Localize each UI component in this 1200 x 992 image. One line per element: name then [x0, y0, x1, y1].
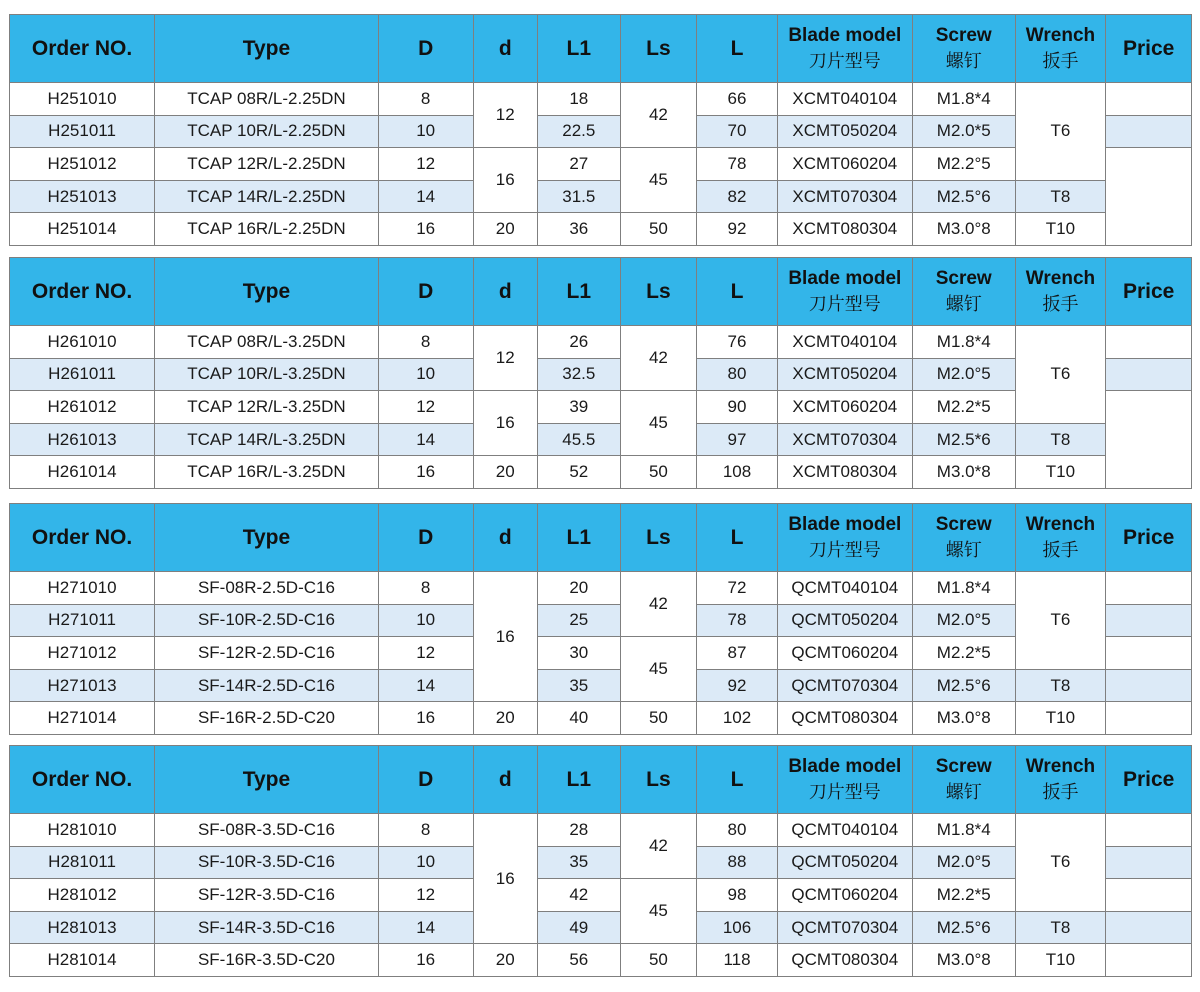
type-cell: TCAP 16R/L-3.25DN [155, 456, 379, 489]
l-cell: 78 [697, 604, 778, 637]
blade-model-cell: XCMT080304 [777, 213, 912, 246]
d-outer-cell: 8 [378, 814, 473, 847]
blade-model-cell: XCMT070304 [777, 423, 912, 456]
blade-model-cell: QCMT070304 [777, 669, 912, 702]
l-cell: 102 [697, 702, 778, 735]
blade-model-header-label-cn: 刀片型号 [808, 293, 881, 315]
price-cell [1106, 814, 1192, 847]
screw-cell: M2.0*5 [912, 115, 1015, 148]
screw-header [912, 15, 1015, 83]
price-cell [1106, 669, 1192, 702]
d-shank-cell: 20 [473, 944, 537, 977]
d-shank-cell: 20 [473, 213, 537, 246]
d-outer-cell: 10 [378, 115, 473, 148]
screw-cell: M3.0°8 [912, 702, 1015, 735]
type-cell: TCAP 14R/L-3.25DN [155, 423, 379, 456]
ls-cell: 42 [620, 814, 697, 879]
l1-cell: 32.5 [538, 358, 621, 391]
screw-cell: M2.5°6 [912, 669, 1015, 702]
blade-model-header-label-cn: 刀片型号 [808, 539, 881, 561]
d-outer-cell: 16 [378, 456, 473, 489]
order-no-cell: H281010 [10, 814, 155, 847]
table-row [10, 572, 1192, 605]
d-outer-cell: 10 [378, 604, 473, 637]
ls-cell: 50 [620, 702, 697, 735]
d-shank-header: d [473, 15, 537, 83]
l1-cell: 40 [538, 702, 621, 735]
screw-cell: M3.0°8 [912, 213, 1015, 246]
order-no-cell: H261010 [10, 326, 155, 359]
ls-cell: 42 [620, 572, 697, 637]
l1-cell: 49 [538, 911, 621, 944]
wrench-header [1015, 258, 1106, 326]
screw-header-label-cn: 螺钉 [945, 781, 982, 803]
type-cell: SF-08R-2.5D-C16 [155, 572, 379, 605]
blade-model-header [777, 746, 912, 814]
order-no-cell: H261012 [10, 391, 155, 424]
wrench-cell: T10 [1015, 213, 1106, 246]
ls-header: Ls [620, 258, 697, 326]
ls-header: Ls [620, 504, 697, 572]
d-outer-cell: 8 [378, 83, 473, 116]
screw-header [912, 258, 1015, 326]
type-header: Type [155, 504, 379, 572]
d-outer-header: D [378, 15, 473, 83]
d-outer-cell: 16 [378, 944, 473, 977]
d-shank-cell: 16 [473, 814, 537, 944]
wrench-header-label: Wrench [1025, 267, 1096, 289]
l-cell: 82 [697, 180, 778, 213]
type-cell: SF-12R-3.5D-C16 [155, 879, 379, 912]
blade-model-cell: QCMT060204 [777, 879, 912, 912]
order-no-header: Order NO. [10, 504, 155, 572]
type-cell: TCAP 12R/L-3.25DN [155, 391, 379, 424]
blade-model-header-label-cn: 刀片型号 [808, 781, 881, 803]
type-cell: TCAP 08R/L-3.25DN [155, 326, 379, 359]
type-cell: TCAP 08R/L-2.25DN [155, 83, 379, 116]
l-cell: 80 [697, 814, 778, 847]
price-cell [1106, 846, 1192, 879]
screw-cell: M2.2*5 [912, 879, 1015, 912]
l-cell: 76 [697, 326, 778, 359]
wrench-header-label-cn: 扳手 [1042, 539, 1079, 561]
wrench-header [1015, 15, 1106, 83]
screw-cell: M2.0°5 [912, 604, 1015, 637]
l-header: L [697, 258, 778, 326]
d-outer-cell: 12 [378, 637, 473, 670]
order-no-cell: H271012 [10, 637, 155, 670]
screw-cell: M2.5°6 [912, 180, 1015, 213]
price-cell [1106, 148, 1192, 246]
screw-cell: M2.5°6 [912, 911, 1015, 944]
type-header: Type [155, 746, 379, 814]
l-header: L [697, 746, 778, 814]
d-outer-cell: 14 [378, 669, 473, 702]
type-cell: SF-08R-3.5D-C16 [155, 814, 379, 847]
ls-cell: 45 [620, 879, 697, 944]
blade-model-cell: QCMT040104 [777, 572, 912, 605]
d-shank-cell: 12 [473, 326, 537, 391]
l1-cell: 52 [538, 456, 621, 489]
l-cell: 90 [697, 391, 778, 424]
blade-model-header-label: Blade model [788, 513, 902, 535]
price-cell [1106, 944, 1192, 977]
table-row [10, 148, 1192, 181]
header-row [10, 258, 1192, 326]
ls-cell: 45 [620, 148, 697, 213]
order-no-cell: H251010 [10, 83, 155, 116]
screw-cell: M2.2*5 [912, 391, 1015, 424]
d-shank-cell: 16 [473, 572, 537, 702]
table-row [10, 944, 1192, 977]
l-cell: 88 [697, 846, 778, 879]
l1-cell: 36 [538, 213, 621, 246]
table-row [10, 879, 1192, 912]
l1-cell: 30 [538, 637, 621, 670]
table-row [10, 456, 1192, 489]
d-outer-cell: 12 [378, 879, 473, 912]
order-no-cell: H251013 [10, 180, 155, 213]
wrench-cell: T8 [1015, 911, 1106, 944]
ls-cell: 50 [620, 456, 697, 489]
spec-table [9, 745, 1192, 977]
type-cell: TCAP 12R/L-2.25DN [155, 148, 379, 181]
wrench-header-label: Wrench [1025, 755, 1096, 777]
blade-model-header-label: Blade model [788, 24, 902, 46]
l1-header: L1 [538, 258, 621, 326]
screw-cell: M3.0*8 [912, 456, 1015, 489]
blade-model-cell: QCMT060204 [777, 637, 912, 670]
ls-cell: 50 [620, 213, 697, 246]
screw-cell: M2.2*5 [912, 637, 1015, 670]
order-no-cell: H271014 [10, 702, 155, 735]
l-cell: 66 [697, 83, 778, 116]
price-header: Price [1106, 258, 1192, 326]
order-no-cell: H251014 [10, 213, 155, 246]
d-outer-header: D [378, 504, 473, 572]
wrench-cell: T6 [1015, 572, 1106, 670]
screw-cell: M2.0°5 [912, 358, 1015, 391]
screw-cell: M2.2°5 [912, 148, 1015, 181]
d-shank-cell: 16 [473, 391, 537, 456]
l-cell: 80 [697, 358, 778, 391]
order-no-cell: H271013 [10, 669, 155, 702]
l-cell: 72 [697, 572, 778, 605]
blade-model-cell: QCMT050204 [777, 604, 912, 637]
wrench-header [1015, 504, 1106, 572]
l-header: L [697, 15, 778, 83]
blade-model-cell: XCMT040104 [777, 83, 912, 116]
d-shank-cell: 20 [473, 456, 537, 489]
d-outer-cell: 10 [378, 358, 473, 391]
ls-cell: 42 [620, 83, 697, 148]
type-header: Type [155, 258, 379, 326]
price-cell [1106, 326, 1192, 359]
order-no-cell: H281014 [10, 944, 155, 977]
screw-cell: M2.0°5 [912, 846, 1015, 879]
screw-header-label-cn: 螺钉 [945, 539, 982, 561]
ls-cell: 45 [620, 637, 697, 702]
table-row [10, 180, 1192, 213]
l-cell: 78 [697, 148, 778, 181]
order-no-header: Order NO. [10, 258, 155, 326]
wrench-cell: T8 [1015, 423, 1106, 456]
ls-cell: 42 [620, 326, 697, 391]
table-row [10, 846, 1192, 879]
order-no-cell: H281011 [10, 846, 155, 879]
wrench-cell: T10 [1015, 702, 1106, 735]
blade-model-cell: XCMT060204 [777, 148, 912, 181]
price-cell [1106, 604, 1192, 637]
blade-model-cell: XCMT040104 [777, 326, 912, 359]
type-cell: TCAP 10R/L-2.25DN [155, 115, 379, 148]
screw-header [912, 746, 1015, 814]
blade-model-cell: QCMT080304 [777, 702, 912, 735]
l-cell: 108 [697, 456, 778, 489]
l1-cell: 25 [538, 604, 621, 637]
d-outer-cell: 14 [378, 423, 473, 456]
table-row [10, 115, 1192, 148]
d-outer-cell: 14 [378, 180, 473, 213]
type-cell: TCAP 14R/L-2.25DN [155, 180, 379, 213]
table-row [10, 358, 1192, 391]
blade-model-cell: QCMT070304 [777, 911, 912, 944]
type-cell: SF-16R-3.5D-C20 [155, 944, 379, 977]
table-row [10, 669, 1192, 702]
screw-cell: M1.8*4 [912, 814, 1015, 847]
table-row [10, 637, 1192, 670]
table-row [10, 326, 1192, 359]
l1-cell: 26 [538, 326, 621, 359]
l1-cell: 18 [538, 83, 621, 116]
d-outer-cell: 12 [378, 148, 473, 181]
l-cell: 118 [697, 944, 778, 977]
order-no-cell: H261011 [10, 358, 155, 391]
l1-cell: 35 [538, 669, 621, 702]
screw-header-label: Screw [935, 267, 992, 289]
order-no-header: Order NO. [10, 15, 155, 83]
l1-cell: 35 [538, 846, 621, 879]
l1-cell: 22.5 [538, 115, 621, 148]
screw-header-label: Screw [935, 755, 992, 777]
l1-cell: 56 [538, 944, 621, 977]
header-row [10, 746, 1192, 814]
table-row [10, 702, 1192, 735]
type-cell: SF-10R-2.5D-C16 [155, 604, 379, 637]
table-row [10, 604, 1192, 637]
order-no-cell: H281012 [10, 879, 155, 912]
type-cell: TCAP 10R/L-3.25DN [155, 358, 379, 391]
order-no-cell: H271011 [10, 604, 155, 637]
wrench-cell: T8 [1015, 180, 1106, 213]
type-header: Type [155, 15, 379, 83]
price-header: Price [1106, 504, 1192, 572]
blade-model-cell: QCMT050204 [777, 846, 912, 879]
order-no-cell: H251011 [10, 115, 155, 148]
wrench-cell: T10 [1015, 944, 1106, 977]
table-row [10, 814, 1192, 847]
l1-cell: 27 [538, 148, 621, 181]
d-shank-header: d [473, 746, 537, 814]
l-cell: 87 [697, 637, 778, 670]
wrench-header-label-cn: 扳手 [1042, 50, 1079, 72]
type-cell: SF-12R-2.5D-C16 [155, 637, 379, 670]
screw-header-label: Screw [935, 513, 992, 535]
table-row [10, 213, 1192, 246]
screw-cell: M1.8*4 [912, 572, 1015, 605]
l1-header: L1 [538, 746, 621, 814]
screw-header-label-cn: 螺钉 [945, 50, 982, 72]
price-cell [1106, 702, 1192, 735]
l1-cell: 31.5 [538, 180, 621, 213]
blade-model-header [777, 504, 912, 572]
order-no-cell: H261013 [10, 423, 155, 456]
screw-cell: M2.5*6 [912, 423, 1015, 456]
blade-model-header-label: Blade model [788, 755, 902, 777]
d-outer-cell: 16 [378, 702, 473, 735]
blade-model-cell: QCMT040104 [777, 814, 912, 847]
wrench-cell: T6 [1015, 814, 1106, 912]
wrench-header-label: Wrench [1025, 513, 1096, 535]
wrench-cell: T10 [1015, 456, 1106, 489]
d-outer-cell: 8 [378, 326, 473, 359]
l-cell: 97 [697, 423, 778, 456]
price-cell [1106, 911, 1192, 944]
l1-cell: 39 [538, 391, 621, 424]
spec-table [9, 503, 1192, 735]
l-cell: 98 [697, 879, 778, 912]
blade-model-header [777, 15, 912, 83]
d-outer-cell: 10 [378, 846, 473, 879]
l1-cell: 45.5 [538, 423, 621, 456]
header-row [10, 15, 1192, 83]
blade-model-cell: XCMT060204 [777, 391, 912, 424]
l-header: L [697, 504, 778, 572]
price-cell [1106, 391, 1192, 489]
l1-cell: 42 [538, 879, 621, 912]
price-cell [1106, 637, 1192, 670]
ls-header: Ls [620, 746, 697, 814]
d-outer-cell: 12 [378, 391, 473, 424]
blade-model-cell: XCMT050204 [777, 115, 912, 148]
screw-cell: M1.8*4 [912, 326, 1015, 359]
l-cell: 92 [697, 669, 778, 702]
screw-cell: M3.0°8 [912, 944, 1015, 977]
order-no-cell: H271010 [10, 572, 155, 605]
blade-model-header-label: Blade model [788, 267, 902, 289]
blade-model-cell: XCMT070304 [777, 180, 912, 213]
price-cell [1106, 879, 1192, 912]
type-cell: SF-10R-3.5D-C16 [155, 846, 379, 879]
price-header: Price [1106, 15, 1192, 83]
l1-cell: 20 [538, 572, 621, 605]
d-outer-header: D [378, 258, 473, 326]
l1-header: L1 [538, 15, 621, 83]
table-row [10, 391, 1192, 424]
d-shank-header: d [473, 504, 537, 572]
d-shank-cell: 12 [473, 83, 537, 148]
l-cell: 106 [697, 911, 778, 944]
order-no-header: Order NO. [10, 746, 155, 814]
d-outer-cell: 14 [378, 911, 473, 944]
ls-header: Ls [620, 15, 697, 83]
d-outer-cell: 8 [378, 572, 473, 605]
wrench-cell: T8 [1015, 669, 1106, 702]
screw-cell: M1.8*4 [912, 83, 1015, 116]
l-cell: 92 [697, 213, 778, 246]
header-row [10, 504, 1192, 572]
order-no-cell: H251012 [10, 148, 155, 181]
type-cell: SF-14R-2.5D-C16 [155, 669, 379, 702]
type-cell: SF-16R-2.5D-C20 [155, 702, 379, 735]
price-cell [1106, 115, 1192, 148]
wrench-cell: T6 [1015, 83, 1106, 181]
blade-model-cell: QCMT080304 [777, 944, 912, 977]
screw-header-label: Screw [935, 24, 992, 46]
blade-model-header-label-cn: 刀片型号 [808, 50, 881, 72]
wrench-header-label: Wrench [1025, 24, 1096, 46]
table-row [10, 83, 1192, 116]
spec-table [9, 257, 1192, 489]
table-row [10, 423, 1192, 456]
d-shank-cell: 16 [473, 148, 537, 213]
wrench-header-label-cn: 扳手 [1042, 293, 1079, 315]
price-cell [1106, 83, 1192, 116]
price-header: Price [1106, 746, 1192, 814]
blade-model-cell: XCMT080304 [777, 456, 912, 489]
l1-cell: 28 [538, 814, 621, 847]
d-shank-cell: 20 [473, 702, 537, 735]
blade-model-header [777, 258, 912, 326]
price-cell [1106, 572, 1192, 605]
order-no-cell: H281013 [10, 911, 155, 944]
wrench-header [1015, 746, 1106, 814]
screw-header-label-cn: 螺钉 [945, 293, 982, 315]
price-cell [1106, 358, 1192, 391]
spec-table [9, 14, 1192, 246]
ls-cell: 50 [620, 944, 697, 977]
blade-model-cell: XCMT050204 [777, 358, 912, 391]
d-shank-header: d [473, 258, 537, 326]
wrench-cell: T6 [1015, 326, 1106, 424]
screw-header [912, 504, 1015, 572]
order-no-cell: H261014 [10, 456, 155, 489]
l1-header: L1 [538, 504, 621, 572]
table-row [10, 911, 1192, 944]
ls-cell: 45 [620, 391, 697, 456]
d-outer-cell: 16 [378, 213, 473, 246]
l-cell: 70 [697, 115, 778, 148]
d-outer-header: D [378, 746, 473, 814]
type-cell: TCAP 16R/L-2.25DN [155, 213, 379, 246]
wrench-header-label-cn: 扳手 [1042, 781, 1079, 803]
type-cell: SF-14R-3.5D-C16 [155, 911, 379, 944]
